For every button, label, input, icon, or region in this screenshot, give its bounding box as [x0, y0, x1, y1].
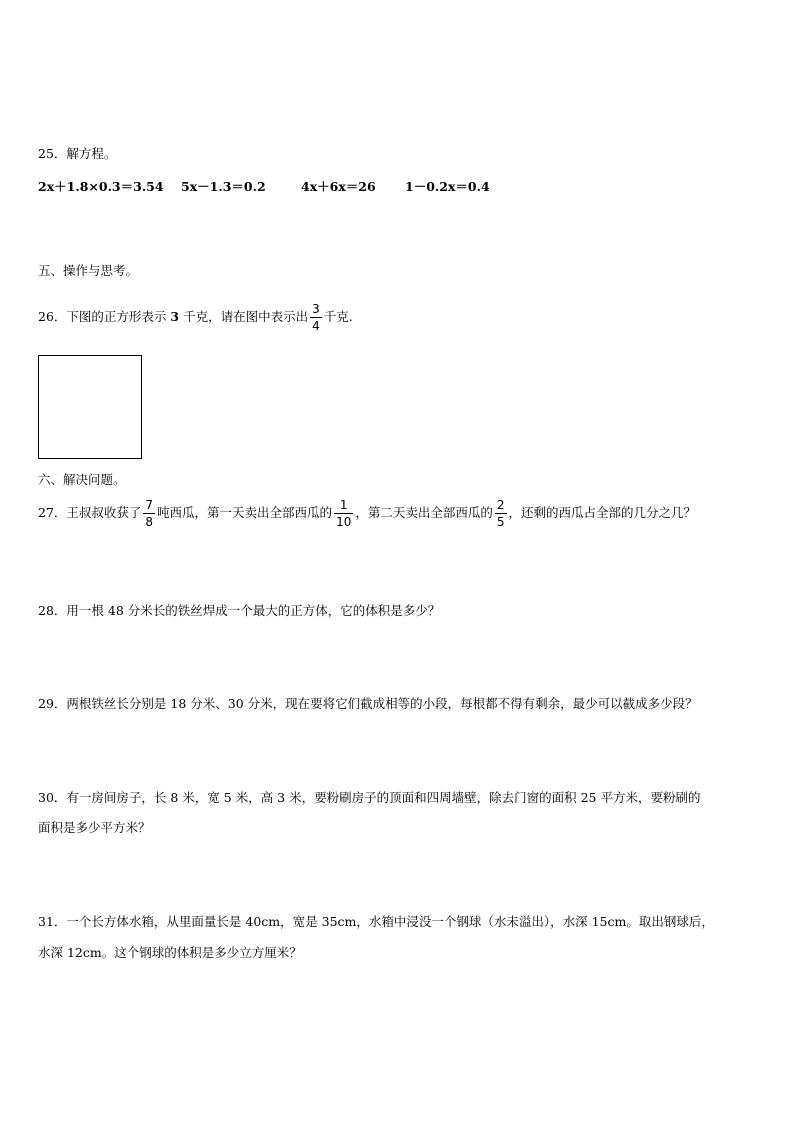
question-26-text-post: 千克.: [323, 309, 353, 324]
section-5-heading: 五、操作与思考。: [38, 263, 139, 278]
fraction-numerator: 3: [312, 302, 320, 316]
question-27-text-1: 吨西瓜，第一天卖出全部西瓜的: [157, 505, 333, 520]
question-30-line-1: 30．有一房间房子，长 8 米，宽 5 米，高 3 米，要粉刷房子的顶面和四周墙壁，除去门窗的面积 25 平方米，要粉刷的: [38, 790, 701, 805]
question-26-text-pre: 26．下图的正方形表示: [38, 309, 167, 324]
fraction-denominator: 10: [336, 515, 352, 529]
fraction-seven-eighths: [143, 499, 155, 528]
square-figure: [38, 355, 142, 459]
equation-2: 5x－1.3＝0.2: [181, 179, 266, 194]
question-26: [38, 300, 353, 334]
question-26-text-mid: 千克，请在图中表示出: [183, 309, 309, 324]
question-27-text-pre: 27．王叔叔收获了: [38, 505, 142, 520]
fraction-numerator: 7: [145, 498, 154, 512]
question-29: 29．两根铁丝长分别是 18 分米、30 分米，现在要将它们截成相等的小段，每根都不得有剩余，最少可以截成多少段？: [38, 696, 698, 711]
equation-3: 4x＋6x＝26: [301, 179, 376, 194]
question-31-line-2: 水深 12cm。这个钢球的体积是多少立方厘米？: [38, 945, 302, 960]
question-30-line-2: 面积是多少平方米？: [38, 820, 151, 835]
fraction-denominator: 4: [312, 319, 320, 333]
question-27: [38, 495, 696, 531]
fraction-two-fifths: [495, 499, 507, 528]
question-25-title: 25．解方程。: [38, 146, 117, 161]
fraction-denominator: 8: [145, 515, 154, 529]
fraction-numerator: 1: [339, 498, 348, 512]
fraction-numerator: 2: [496, 498, 505, 512]
equation-4: 1－0.2x＝0.4: [405, 179, 490, 194]
question-26-number: 3: [170, 309, 180, 324]
equation-1: 2x＋1.8×0.3＝3.54: [38, 179, 164, 194]
question-27-text-3: ，还剩的西瓜占全部的几分之几？: [508, 505, 697, 520]
question-27-text-2: ，第二天卖出全部西瓜的: [355, 505, 493, 520]
section-6-heading: 六、解决问题。: [38, 472, 126, 487]
fraction-denominator: 5: [496, 515, 505, 529]
fraction-three-quarters: [310, 303, 322, 332]
question-28: 28．用一根 48 分米长的铁丝焊成一个最大的正方体，它的体积是多少？: [38, 603, 441, 618]
fraction-one-tenth: [334, 499, 353, 528]
question-31-line-1: 31．一个长方体水箱，从里面量长是 40cm，宽是 35cm，水箱中浸没一个钢球（水未溢出），水深 15cm。取出钢球后，: [38, 914, 714, 929]
